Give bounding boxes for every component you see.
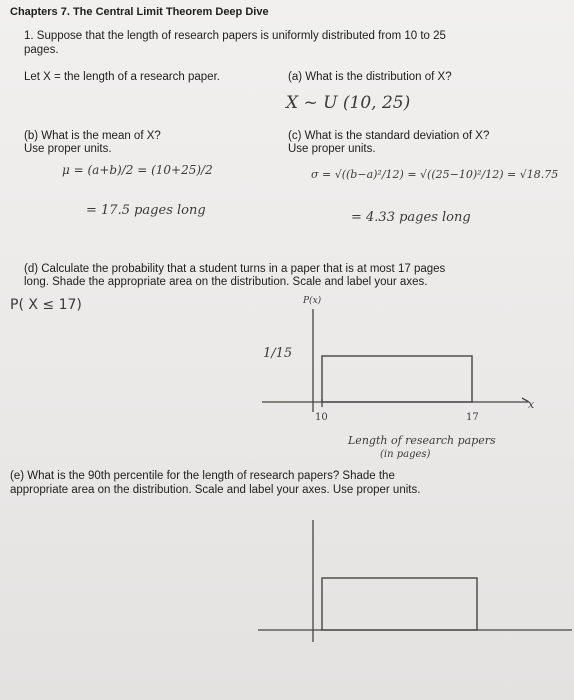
x-axis-title: Length of research papers (348, 434, 496, 447)
distribution-graph-d (262, 309, 529, 412)
probability-expression: P( X ≤ 17) (10, 297, 82, 313)
uniform-density-rectangle-e (322, 578, 477, 630)
part-c-units: Use proper units. (288, 143, 376, 155)
question-1-prompt-line2: pages. (24, 44, 59, 56)
mean-formula: μ = (a+b)/2 = (10+25)/2 (62, 163, 213, 177)
part-e-instructions: appropriate area on the distribution. Scale and label your axes. Use proper units. (10, 484, 421, 496)
part-e-question: (e) What is the 90th percentile for the length of research papers? Shade the (10, 470, 395, 482)
part-b-units: Use proper units. (24, 143, 112, 155)
part-c-question: (c) What is the standard deviation of X? (288, 130, 490, 142)
question-1-prompt-line1: 1. Suppose that the length of research papers is uniformly distributed from 10 to 25 (24, 30, 446, 42)
density-height-label: 1/15 (263, 346, 293, 361)
y-axis-label: P(x) (303, 296, 322, 306)
tick-label-17: 17 (466, 412, 479, 423)
part-b-question: (b) What is the mean of X? (24, 130, 161, 142)
distribution-graph-e (258, 520, 572, 642)
sd-answer: = 4.33 pages long (351, 210, 471, 225)
part-d-question: (d) Calculate the probability that a student turns in a paper that is at most 17 pages (24, 263, 446, 275)
mean-answer: = 17.5 pages long (86, 203, 206, 218)
let-x-definition: Let X = the length of a research paper. (24, 71, 220, 83)
part-a-question: (a) What is the distribution of X? (288, 71, 452, 83)
x-axis-title-units: (in pages) (380, 449, 431, 460)
tick-label-10: 10 (315, 412, 328, 423)
distribution-answer: X ~ U (10, 25) (286, 93, 411, 113)
sd-formula: σ = √((b−a)²/12) = √((25−10)²/12) = √18.75 (311, 168, 559, 181)
x-axis-variable: x (528, 398, 535, 411)
page-title: Chapters 7. The Central Limit Theorem Deep Dive (10, 6, 269, 18)
uniform-density-rectangle-d (322, 356, 472, 402)
part-d-instructions: long. Shade the appropriate area on the distribution. Scale and label your axes. (24, 276, 428, 288)
